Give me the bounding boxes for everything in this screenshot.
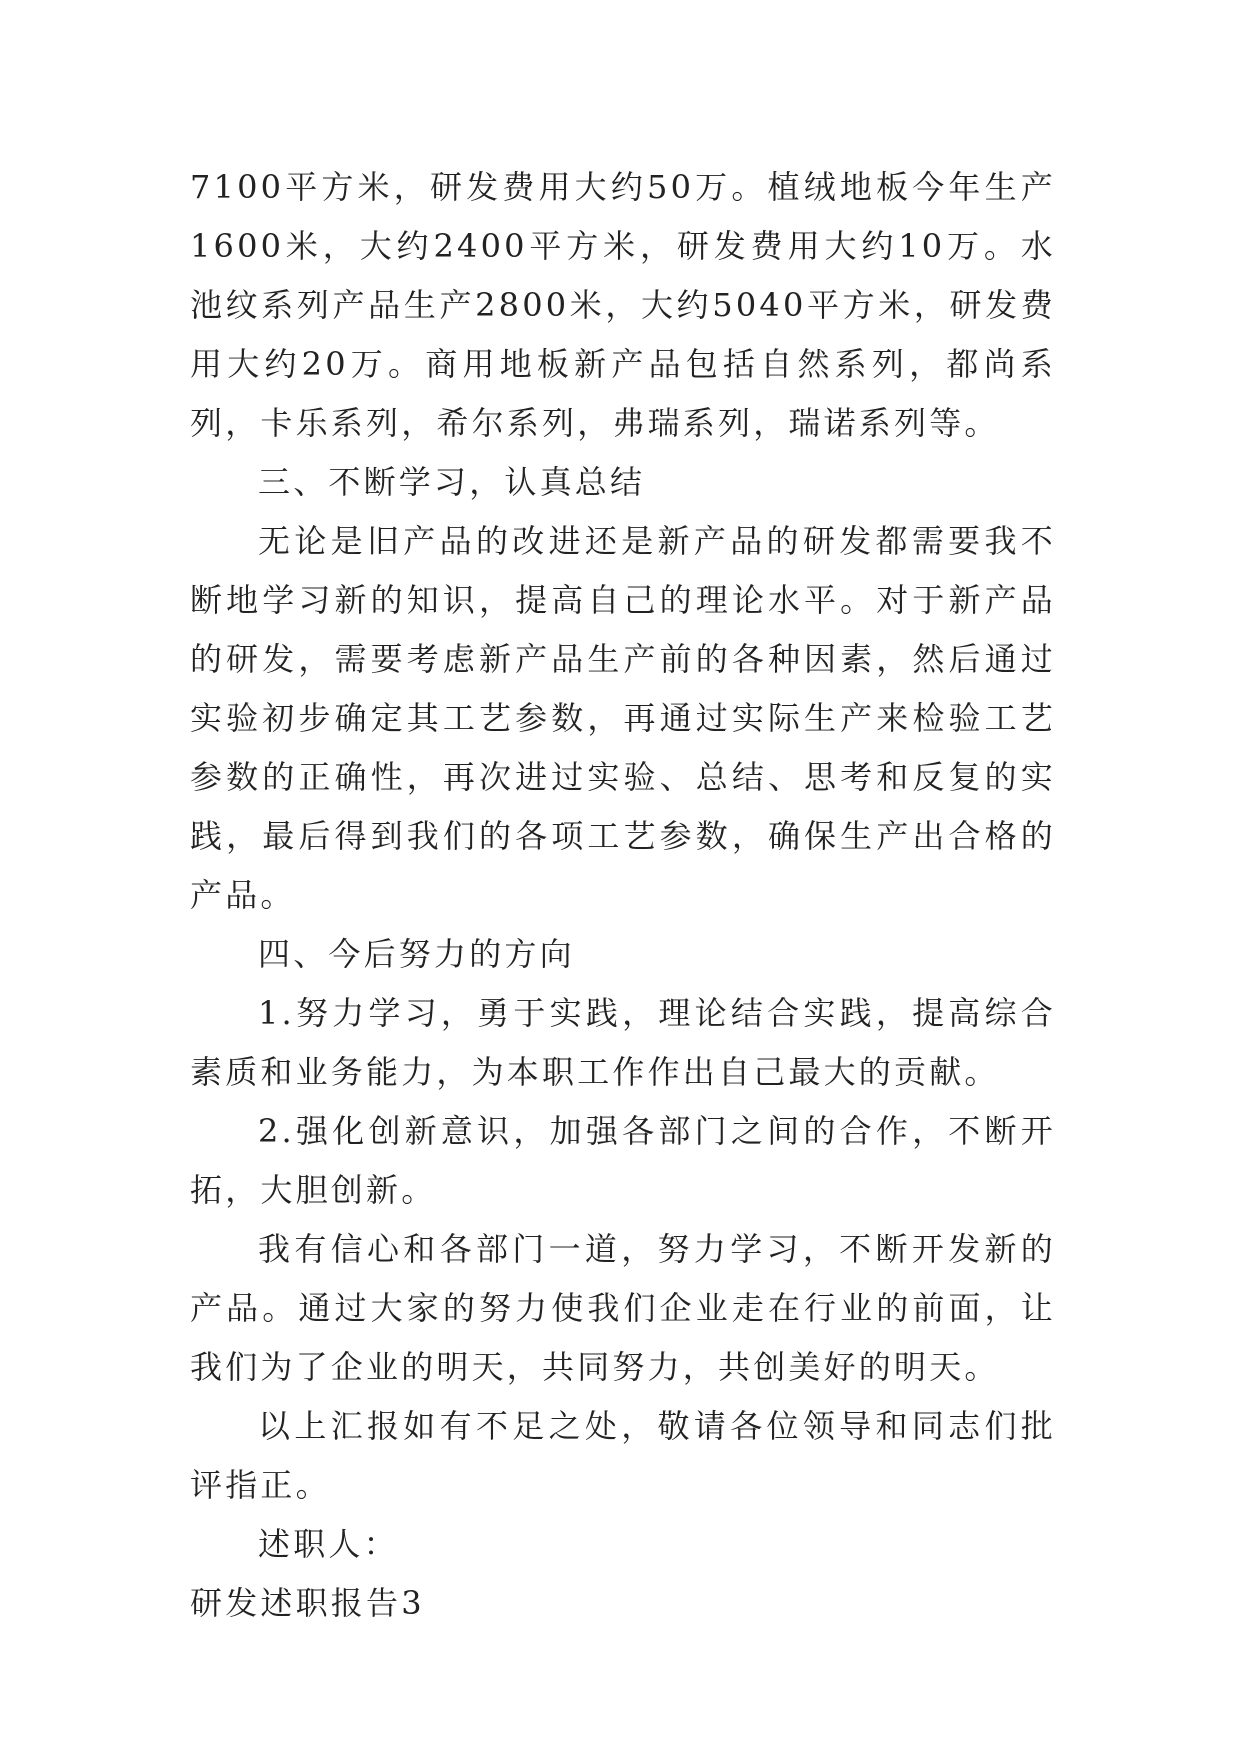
- list-item-2: 2.强化创新意识，加强各部门之间的合作，不断开拓，大胆创新。: [190, 1112, 1056, 1209]
- document-body: [190, 158, 1056, 1633]
- paragraph-confidence: 我有信心和各部门一道，努力学习，不断开发新的产品。通过大家的努力使我们企业走在行业的前面，让我们为了企业的明天，共同努力，共创美好的明天。: [190, 1230, 1056, 1386]
- paragraph-closing: 以上汇报如有不足之处，敬请各位领导和同志们批评指正。: [190, 1407, 1056, 1504]
- list-item-1: 1.努力学习，勇于实践，理论结合实践，提高综合素质和业务能力，为本职工作作出自己最大的贡献。: [190, 994, 1056, 1091]
- paragraph-learning: 无论是旧产品的改进还是新产品的研发都需要我不断地学习新的知识，提高自己的理论水平。对于新产品的研发，需要考虑新产品生产前的各种因素，然后通过实验初步确定其工艺参数，再通过实际生产来检验工艺参数的正确性，再次进过实验、总结、思考和反复的实践，最后得到我们的各项工艺参数，确保生产出合格的产品。: [190, 522, 1056, 914]
- next-report-title: 研发述职报告3: [190, 1584, 425, 1622]
- section-heading-direction: 四、今后努力的方向: [258, 935, 575, 973]
- section-heading-learning: 三、不断学习，认真总结: [258, 463, 646, 501]
- paragraph-product-stats: 7100平方米，研发费用大约50万。植绒地板今年生产1600米，大约2400平方米，研发费用大约10万。水池纹系列产品生产2800米，大约5040平方米，研发费用大约20万。商用地板新产品包括自然系列，都尚系列，卡乐系列，希尔系列，弗瑞系列，瑞诺系列等。: [190, 168, 1056, 442]
- signature-label: 述职人：: [258, 1525, 399, 1563]
